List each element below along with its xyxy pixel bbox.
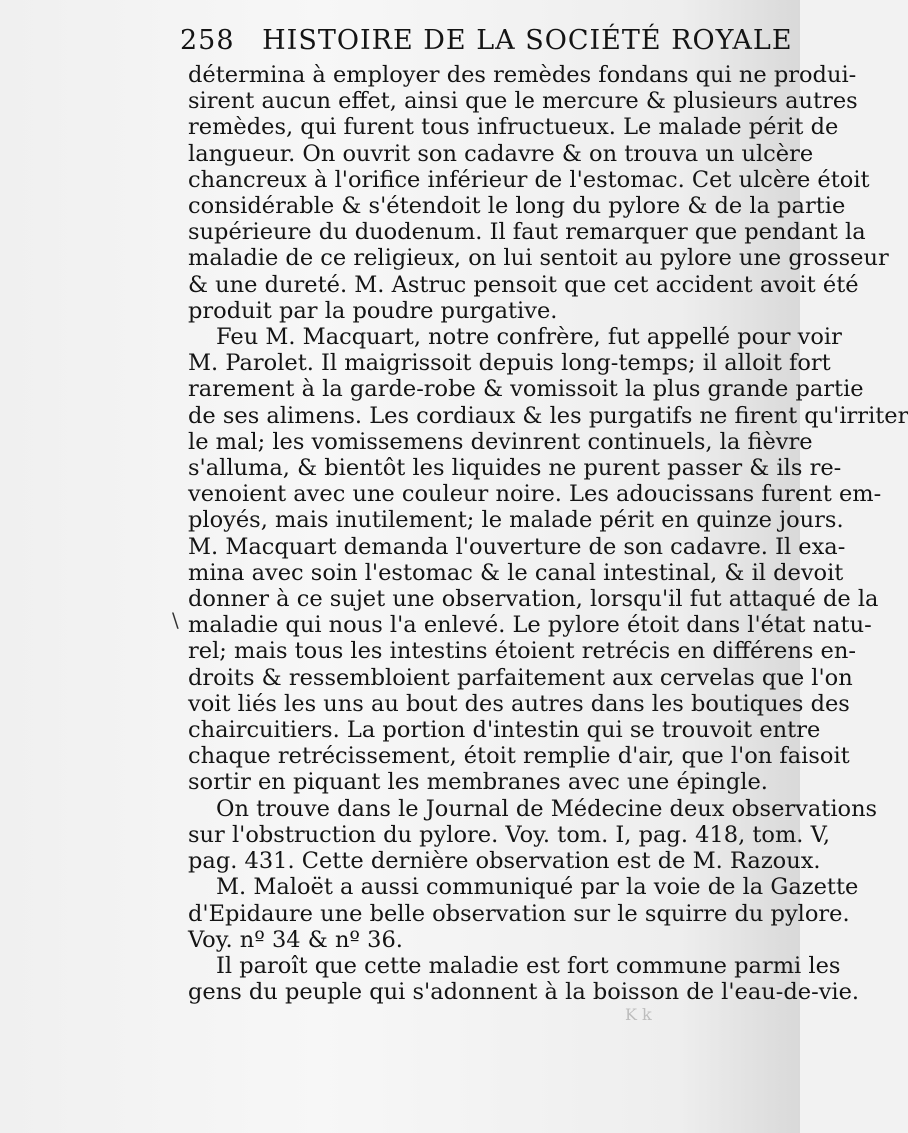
text-line: chancreux à l'orifice inférieur de l'estomac. Cet ulcère étoit [188, 166, 870, 193]
text-line: & une dureté. M. Astruc pensoit que cet accident avoit été [188, 271, 859, 298]
text-line: supérieure du duodenum. Il faut remarquer que pendant la [188, 219, 866, 246]
paragraph [188, 952, 860, 1006]
text-line: de ses alimens. Les cordiaux & les purgatifs ne firent qu'irriter [188, 402, 908, 429]
body-text [188, 62, 908, 1006]
text-line: Feu M. Macquart, notre confrère, fut appellé pour voir [216, 324, 842, 351]
text-line: maladie de ce religieux, on lui sentoit au pylore une grosseur [188, 245, 889, 272]
text-line: donner à ce sujet une observation, lorsqu'il fut attaqué de la [188, 586, 879, 613]
text-line: détermina à employer des remèdes fondans qui ne produi- [188, 62, 857, 88]
text-line: sirent aucun effet, ainsi que le mercure & plusieurs autres [188, 88, 858, 115]
text-line: droits & ressembloient parfaitement aux cervelas que l'on [188, 664, 853, 691]
text-line: remèdes, qui furent tous infructueux. Le malade périt de [188, 114, 839, 141]
text-line: Il paroît que cette maladie est fort commune parmi les [216, 952, 841, 979]
page-number: 258 [180, 25, 235, 56]
paragraph [188, 62, 889, 324]
paragraph [188, 874, 859, 953]
text-line: Voy. nº 34 & nº 36. [188, 926, 403, 953]
text-line: sur l'obstruction du pylore. Voy. tom. I, pag. 418, tom. V, [188, 821, 831, 848]
text-line: rarement à la garde-robe & vomissoit la plus grande partie [188, 376, 864, 403]
text-line: produit par la poudre purgative. [188, 297, 558, 324]
text-line: chaque retrécissement, étoit remplie d'air, que l'on faisoit [188, 743, 850, 770]
text-line: s'alluma, & bientôt les liquides ne purent passer & ils re- [188, 455, 842, 482]
text-line: maladie qui nous l'a enlevé. Le pylore étoit dans l'état natu- [188, 612, 872, 639]
running-title: HISTOIRE DE LA SOCIÉTÉ ROYALE [262, 25, 793, 56]
running-header [180, 24, 793, 58]
text-line: gens du peuple qui s'adonnent à la boisson de l'eau-de-vie. [188, 979, 860, 1006]
text-line: M. Parolet. Il maigrissoit depuis long-temps; il alloit fort [188, 350, 831, 377]
text-line: langueur. On ouvrit son cadavre & on trouva un ulcère [188, 140, 814, 167]
text-line: On trouve dans le Journal de Médecine deux observations [216, 795, 878, 822]
text-line: considérable & s'étendoit le long du pylore & de la partie [188, 193, 846, 220]
text-line: mina avec soin l'estomac & le canal intestinal, & il devoit [188, 559, 844, 586]
margin-mark: \ [172, 608, 179, 632]
text-line: sortir en piquant les membranes avec une épingle. [188, 769, 768, 796]
text-line: ployés, mais inutilement; le malade périt en quinze jours. [188, 507, 844, 534]
text-line: chaircuitiers. La portion d'intestin qui se trouvoit entre [188, 717, 821, 744]
text-line: pag. 431. Cette dernière observation est de M. Razoux. [188, 848, 821, 875]
signature-mark: K k [625, 1005, 652, 1024]
paragraph [188, 795, 878, 875]
text-line: voit liés les uns au bout des autres dans les boutiques des [188, 690, 850, 717]
text-line: venoient avec une couleur noire. Les adoucissans furent em- [188, 481, 882, 508]
paragraph [188, 324, 908, 796]
text-line: M. Maloët a aussi communiqué par la voie de la Gazette [216, 874, 859, 901]
text-line: rel; mais tous les intestins étoient retrécis en différens en- [188, 638, 856, 665]
text-line: M. Macquart demanda l'ouverture de son cadavre. Il exa- [188, 533, 846, 560]
text-line: d'Epidaure une belle observation sur le squirre du pylore. [188, 900, 850, 927]
text-line: le mal; les vomissemens devinrent continuels, la fièvre [188, 428, 813, 455]
